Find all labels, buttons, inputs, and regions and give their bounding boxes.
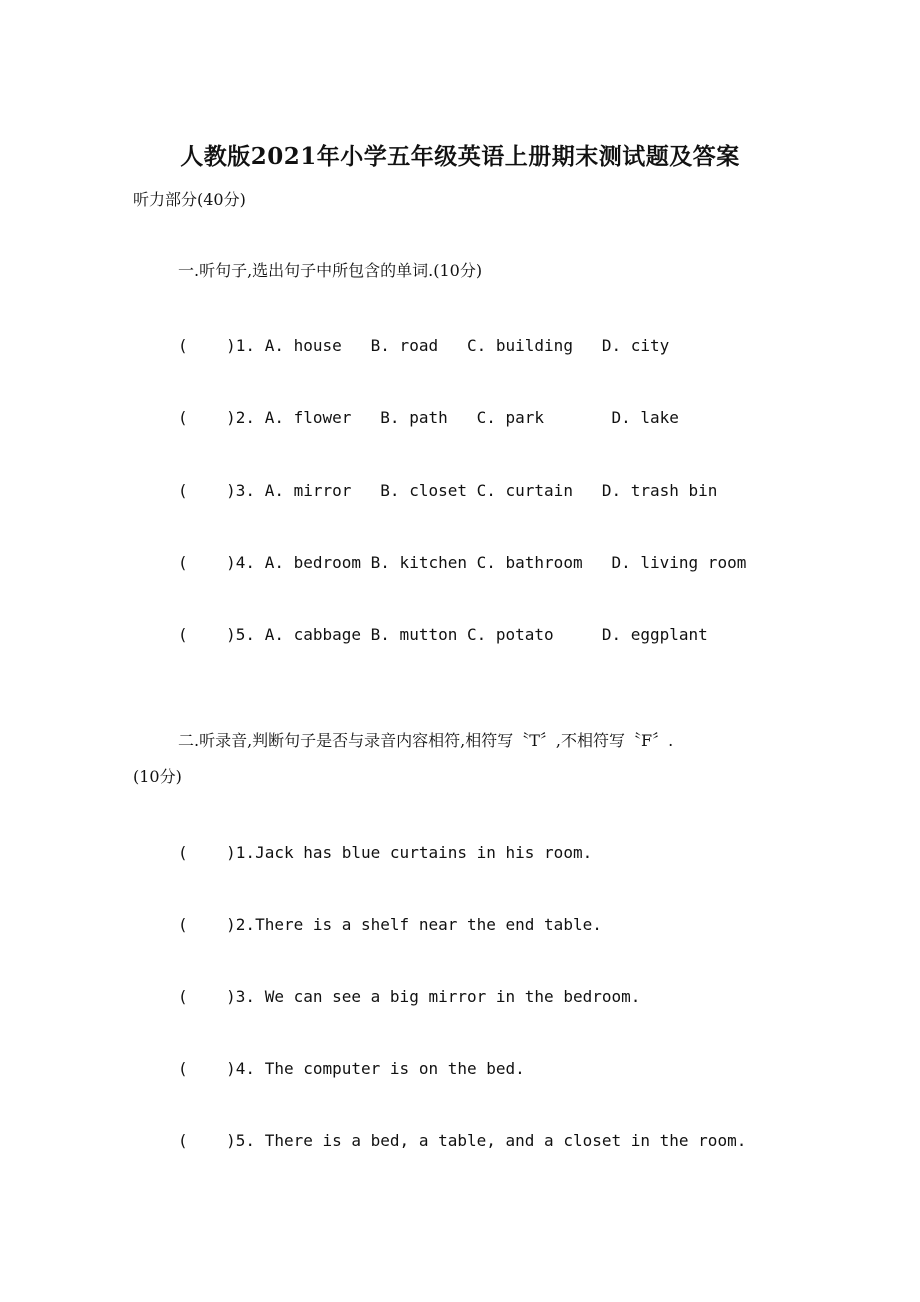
part2-heading-score: (10分)	[133, 767, 182, 786]
part2-statement-1: ( )1.Jack has blue curtains in his room.	[178, 843, 593, 862]
part1-question-2: ( )2. A. flower B. path C. park D. lake	[178, 408, 679, 427]
part2-statement-3: ( )3. We can see a big mirror in the bedroom.	[178, 987, 641, 1006]
part2-heading: 二.听录音,判断句子是否与录音内容相符,相符写〝T〞,不相符写〝F〞.	[178, 731, 674, 750]
part1-question-1: ( )1. A. house B. road C. building D. city	[178, 336, 670, 355]
part1-question-3: ( )3. A. mirror B. closet C. curtain D. trash bin	[178, 481, 718, 500]
document-title: 人教版2021年小学五年级英语上册期末测试题及答案	[180, 143, 740, 170]
part2-statement-2: ( )2.There is a shelf near the end table.	[178, 915, 602, 934]
section-listening-heading: 听力部分(40分)	[133, 190, 246, 209]
part1-question-4: ( )4. A. bedroom B. kitchen C. bathroom D. living room	[178, 553, 747, 572]
part2-statement-4: ( )4. The computer is on the bed.	[178, 1059, 525, 1078]
part2-statement-5: ( )5. There is a bed, a table, and a closet in the room.	[178, 1131, 747, 1150]
part1-heading: 一.听句子,选出句子中所包含的单词.(10分)	[178, 261, 483, 280]
part1-question-5: ( )5. A. cabbage B. mutton C. potato D. eggplant	[178, 625, 708, 644]
